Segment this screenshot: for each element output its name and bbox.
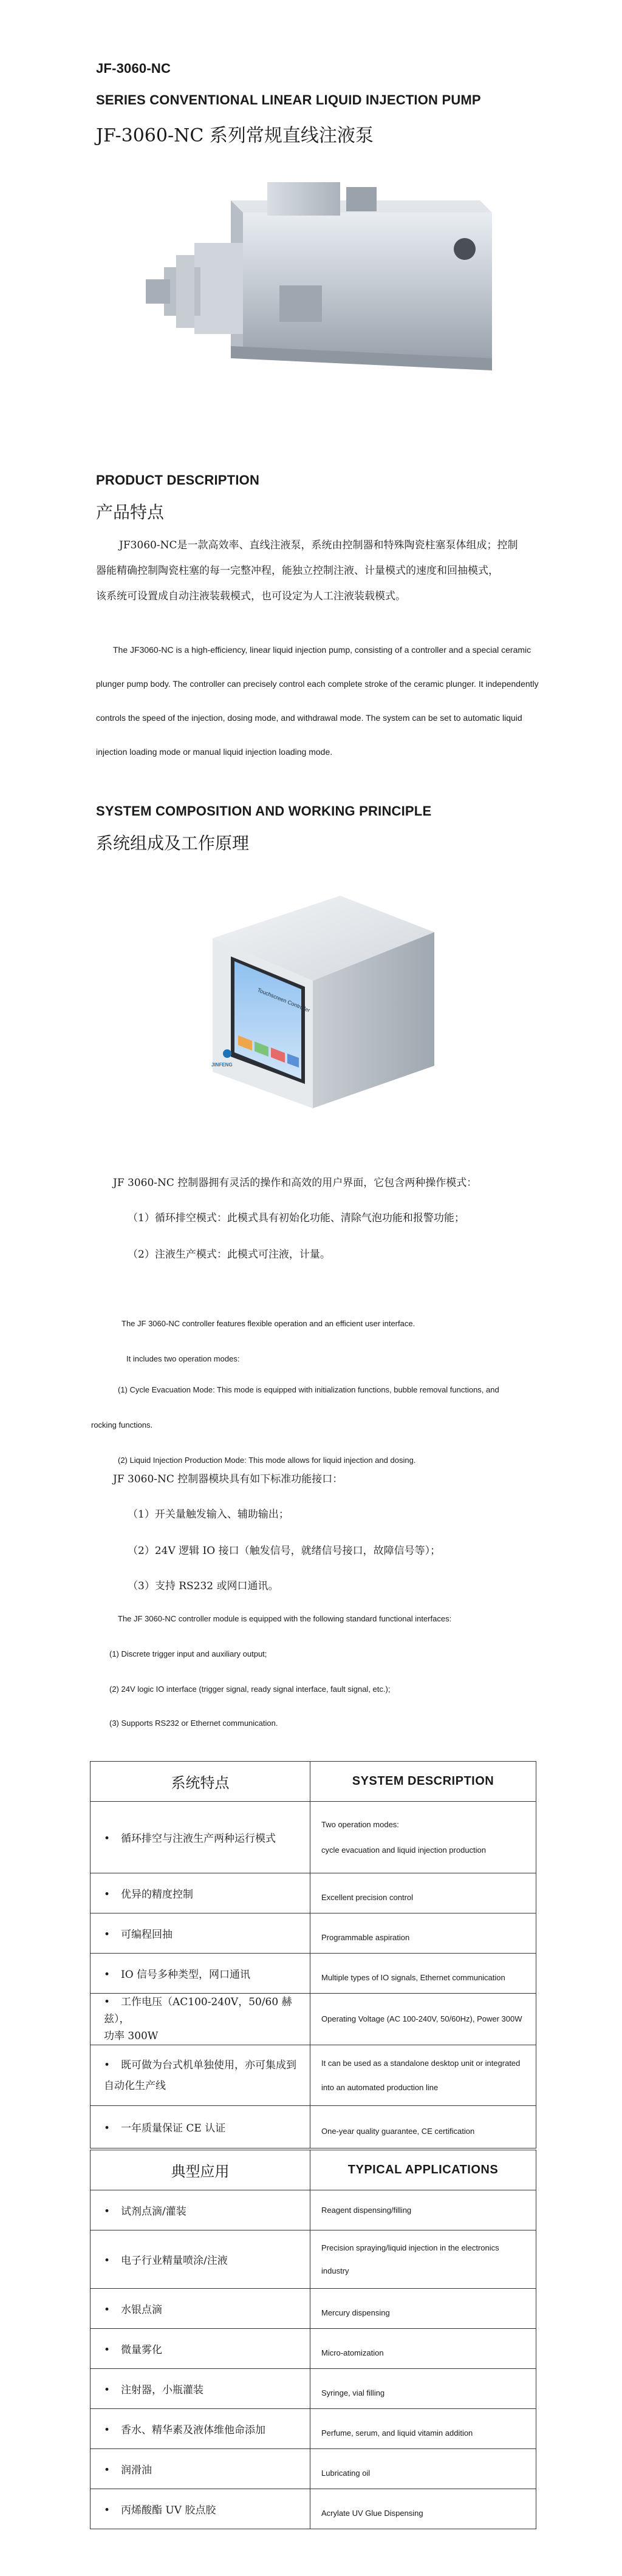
paragraph-line: (2) Liquid Injection Production Mode: This mode allows for liquid injection and dosing. [118,1456,416,1465]
table-row [91,1954,536,1994]
feature-en: cycle evacuation and liquid injection production [321,1845,487,1855]
application-cn: 润滑油 [121,2464,152,2476]
pump-image [140,176,504,401]
application-cn: 电子行业精量喷涂/注液 [121,2255,228,2267]
table-row [91,1873,536,1913]
linear-pump-illustration [140,176,504,401]
table-row [91,2369,536,2409]
paragraph-line: controls the speed of the injection, dosing mode, and withdrawal mode. The system can be set to automatic liquid [96,713,522,723]
touchscreen-controller-illustration [200,890,443,1120]
application-en: Perfume, serum, and liquid vitamin addition [310,2409,536,2449]
bullet-icon: • [104,1969,111,1981]
feature-cn: 一年质量保证 CE 认证 [121,2122,226,2135]
bullet-icon: • [104,2504,111,2516]
bullet-icon: • [104,2206,111,2218]
paragraph-line: JF 3060-NC 控制器模块具有如下标准功能接口： [113,1473,343,1485]
paragraph-line: rocking functions. [91,1420,153,1429]
feature-cn: 既可做为台式机单独使用，亦可集成到 [121,2059,296,2071]
paragraph-line: 器能精确控制陶瓷柱塞的每一完整冲程，能独立控制注液、计量模式的速度和回抽模式， [96,565,499,577]
application-cn: 微量雾化 [121,2344,162,2356]
paragraph-line: (1) Cycle Evacuation Mode: This mode is equipped with initialization functions, bubble removal functions, and [118,1385,499,1394]
product-description-heading-cn: 产品特点 [96,502,165,522]
table-row [91,2329,536,2369]
feature-en: Operating Voltage (AC 100-240V, 50/60Hz), Power 300W [310,1994,536,2045]
bullet-icon: • [104,1889,111,1901]
bullet-icon: • [104,2304,111,2316]
feature-en: It can be used as a standalone desktop unit or integrated [321,2058,521,2068]
paragraph-line: JF 3060-NC 控制器拥有灵活的操作和高效的用户界面，它包含两种操作模式： [113,1177,477,1189]
system-composition-heading-cn: 系统组成及工作原理 [96,833,250,853]
system-composition-heading-en: SYSTEM COMPOSITION AND WORKING PRINCIPLE [96,803,432,819]
paragraph-line: (1) Discrete trigger input and auxiliary output; [109,1649,267,1658]
table-row [91,1802,536,1873]
application-en: Precision spraying/liquid injection in the electronics [321,2243,499,2252]
feature-cn: 工作电压（AC100-240V，50/60 赫兹）， [104,1996,292,2025]
bullet-icon: • [104,2059,111,2071]
paragraph-line: (2) 24V logic IO interface (trigger signal, ready signal interface, fault signal, etc.); [109,1685,391,1694]
model-number: JF-3060-NC [96,61,171,76]
title-en: SERIES CONVENTIONAL LINEAR LIQUID INJECTION PUMP [96,92,481,107]
bullet-icon: • [104,1929,111,1941]
application-cn: 注射器，小瓶灌装 [121,2384,203,2396]
bullet-icon: • [104,1833,111,1845]
controller-image [200,890,443,1120]
paragraph-line: JF3060-NC是一款高效率、直线注液泵，系统由控制器和特殊陶瓷柱塞泵体组成；控制 [119,539,518,551]
paragraph-line: The JF 3060-NC controller features flexible operation and an efficient user interface. [121,1319,415,1328]
feature-cn: 自动化生产线 [104,2079,166,2092]
paragraph-line: （1）循环排空模式：此模式具有初始化功能、清除气泡功能和报警功能； [128,1212,465,1224]
table-header-en: TYPICAL APPLICATIONS [310,2150,536,2190]
bullet-icon: • [104,2255,111,2267]
application-en: Mercury dispensing [310,2289,536,2329]
paragraph-line: （2）24V 逻辑 IO 接口（触发信号，就绪信号接口，故障信号等）； [128,1545,441,1557]
feature-en: Excellent precision control [310,1873,536,1913]
application-en: industry [321,2266,349,2275]
table-row [91,2489,536,2529]
table-row [91,2289,536,2329]
feature-en: Multiple types of IO signals, Ethernet communication [310,1954,536,1994]
brand-label: JINFENG [211,1062,233,1068]
product-description-en [96,633,570,767]
features-table [90,1761,536,2148]
table-header-cn: 系统特点 [91,1762,310,1802]
table-row [91,2230,536,2289]
bullet-icon: • [104,2344,111,2356]
table-row [91,1994,536,2045]
screen-title: Touchscreen Controller [256,987,311,1014]
application-en: Lubricating oil [310,2449,536,2489]
bullet-icon: • [104,2464,111,2476]
table-row [91,2449,536,2489]
paragraph-line: injection loading mode or manual liquid injection loading mode. [96,747,333,757]
feature-en: Programmable aspiration [310,1913,536,1954]
table-header-row [91,1762,536,1802]
application-en: Reagent dispensing/filling [310,2190,536,2230]
table-header-row [91,2150,536,2190]
application-en: Acrylate UV Glue Dispensing [310,2489,536,2529]
feature-cn: IO 信号多种类型，网口通讯 [121,1969,251,1981]
paragraph-line: 该系统可设置成自动注液装载模式，也可设定为人工注液装载模式。 [96,590,406,602]
bullet-icon: • [104,2424,111,2436]
feature-cn: 循环排空与注液生产两种运行模式 [121,1833,276,1845]
feature-en: One-year quality guarantee, CE certification [310,2106,536,2148]
feature-cn: 功率 300W [104,2030,159,2042]
paragraph-line: (3) Supports RS232 or Ethernet communication. [109,1719,278,1728]
paragraph-line: It includes two operation modes: [126,1354,240,1363]
feature-en: into an automated production line [321,2082,439,2092]
controller-interfaces-cn [96,1467,582,1592]
feature-cn: 优异的精度控制 [121,1889,193,1901]
application-cn: 香水、精华素及液体维他命添加 [121,2424,265,2436]
paragraph-line: The JF 3060-NC controller module is equipped with the following standard functional interfaces: [118,1614,452,1623]
product-description-cn [96,533,558,612]
application-cn: 丙烯酸酯 UV 胶点胶 [121,2504,216,2516]
controller-modes-en [91,1307,589,1477]
table-row [91,1913,536,1954]
application-cn: 水银点滴 [121,2304,162,2316]
table-header-cn: 典型应用 [91,2150,310,2190]
feature-en: Two operation modes: [321,1819,399,1829]
application-en: Micro-atomization [310,2329,536,2369]
application-en: Syringe, vial filling [310,2369,536,2409]
paragraph-line: plunger pump body. The controller can precisely control each complete stroke of the ceramic plunger. It independently [96,679,539,689]
controller-interfaces-en [91,1602,589,1736]
table-row [91,2106,536,2148]
paragraph-line: The JF3060-NC is a high-efficiency, linear liquid injection pump, consisting of a controller and a special ceramic [113,645,531,655]
product-description-heading-en: PRODUCT DESCRIPTION [96,472,260,488]
application-cn: 试剂点滴/灌装 [121,2206,186,2218]
paragraph-line: （3）支持 RS232 或网口通讯。 [128,1580,279,1592]
controller-modes-cn [96,1171,582,1262]
title-cn: JF-3060-NC 系列常规直线注液泵 [96,125,374,146]
applications-table [90,2150,536,2529]
bullet-icon: • [104,1996,111,2008]
paragraph-line: （1）开关量触发输入、辅助输出； [128,1508,289,1521]
table-row [91,2190,536,2230]
table-row [91,2045,536,2106]
paragraph-line: （2）注液生产模式：此模式可注液，计量。 [128,1249,330,1261]
table-row [91,2409,536,2449]
feature-cn: 可编程回抽 [121,1929,173,1941]
bullet-icon: • [104,2122,111,2135]
bullet-icon: • [104,2384,111,2396]
table-header-en: SYSTEM DESCRIPTION [310,1762,536,1802]
